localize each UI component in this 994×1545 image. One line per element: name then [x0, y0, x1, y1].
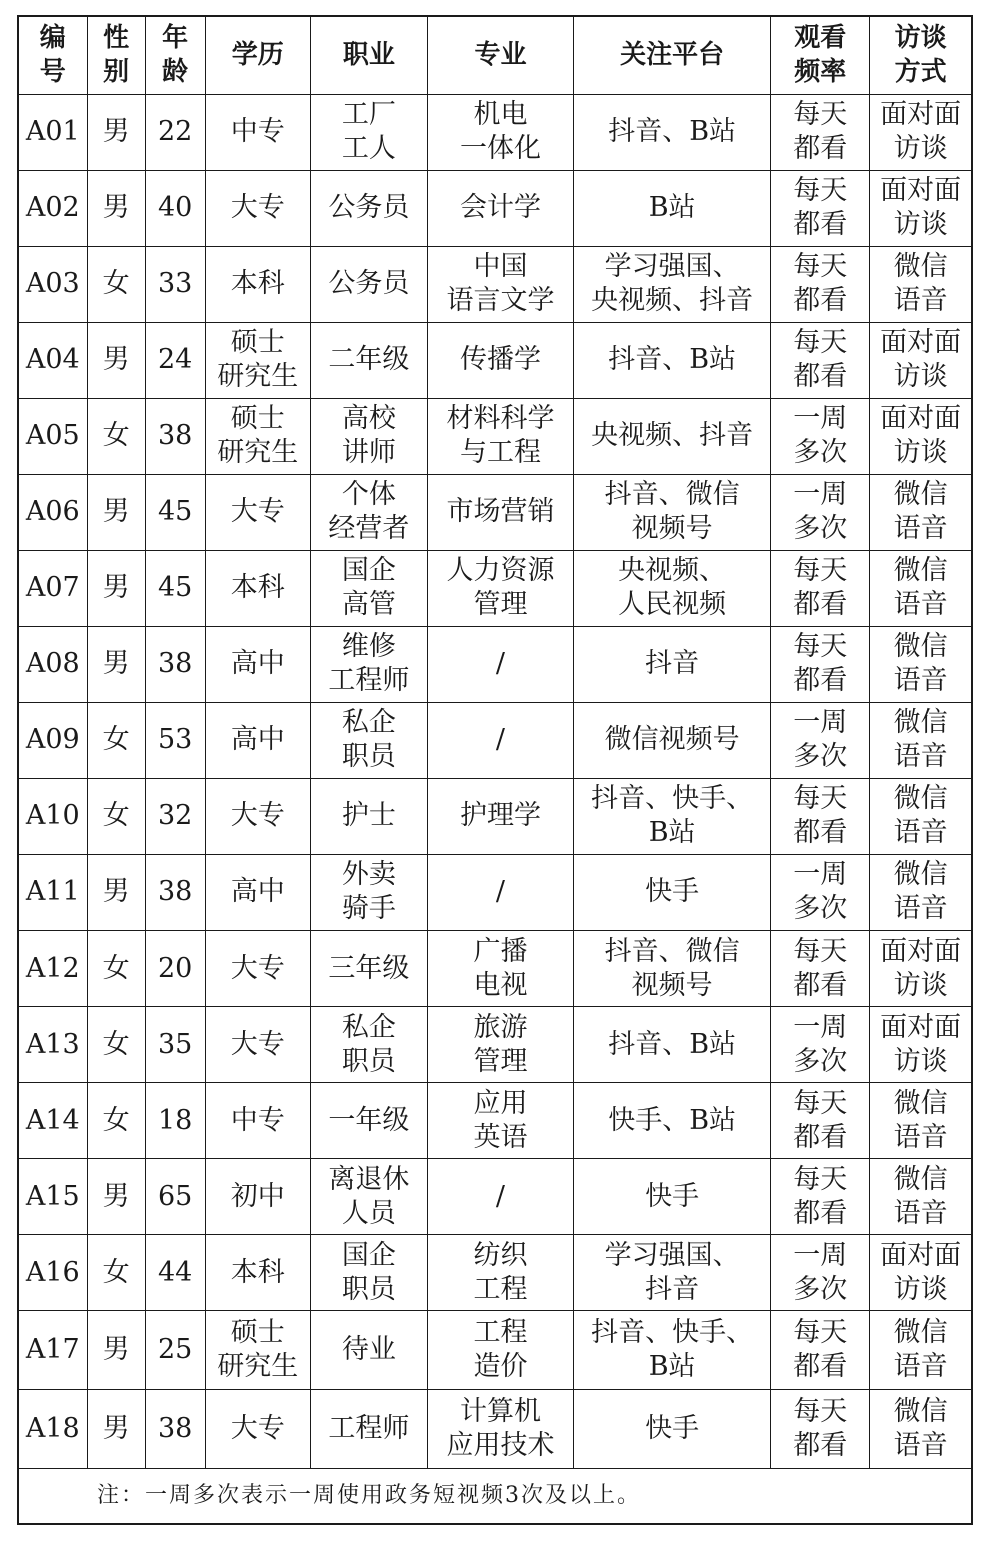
cell-platforms: 快手	[574, 1159, 771, 1235]
cell-gender: 男	[87, 1311, 145, 1390]
cell-occupation: 离退休 人员	[310, 1159, 427, 1235]
cell-major: 应用 英语	[427, 1083, 573, 1159]
cell-gender: 女	[87, 1007, 145, 1083]
cell-interview-method: 微信 语音	[870, 1159, 971, 1235]
cell-interview-method: 面对面 访谈	[870, 170, 971, 246]
cell-interview-method: 微信 语音	[870, 854, 971, 930]
cell-id: A07	[19, 550, 87, 626]
cell-education: 初中	[205, 1159, 310, 1235]
cell-major: 广播 电视	[427, 931, 573, 1007]
cell-id: A06	[19, 474, 87, 550]
cell-age: 38	[145, 854, 205, 930]
cell-frequency: 每天 都看	[771, 1390, 870, 1469]
header-age: 年 龄	[145, 17, 205, 94]
cell-id: A04	[19, 322, 87, 398]
table-row	[19, 1390, 971, 1469]
cell-interview-method: 微信 语音	[870, 778, 971, 854]
header-major: 专业	[427, 17, 573, 94]
cell-education: 高中	[205, 854, 310, 930]
cell-gender: 女	[87, 778, 145, 854]
cell-frequency: 一周 多次	[771, 702, 870, 778]
cell-major: 人力资源 管理	[427, 550, 573, 626]
cell-major: 纺织 工程	[427, 1235, 573, 1311]
cell-frequency: 每天 都看	[771, 931, 870, 1007]
cell-frequency: 每天 都看	[771, 94, 870, 170]
cell-id: A18	[19, 1390, 87, 1469]
cell-id: A02	[19, 170, 87, 246]
cell-major: /	[427, 1159, 573, 1235]
cell-frequency: 一周 多次	[771, 474, 870, 550]
cell-platforms: 抖音	[574, 626, 771, 702]
cell-occupation: 一年级	[310, 1083, 427, 1159]
table-row	[19, 702, 971, 778]
cell-id: A05	[19, 398, 87, 474]
cell-occupation: 二年级	[310, 322, 427, 398]
cell-occupation: 个体 经营者	[310, 474, 427, 550]
cell-interview-method: 微信 语音	[870, 1311, 971, 1390]
cell-id: A11	[19, 854, 87, 930]
cell-platforms: 快手、B站	[574, 1083, 771, 1159]
cell-platforms: 央视频、 人民视频	[574, 550, 771, 626]
cell-id: A09	[19, 702, 87, 778]
cell-education: 本科	[205, 550, 310, 626]
table-note: 注：一周多次表示一周使用政务短视频3次及以上。	[19, 1469, 971, 1523]
table-row	[19, 322, 971, 398]
cell-education: 大专	[205, 1390, 310, 1469]
cell-id: A08	[19, 626, 87, 702]
cell-education: 本科	[205, 246, 310, 322]
header-gender: 性 别	[87, 17, 145, 94]
cell-frequency: 一周 多次	[771, 854, 870, 930]
cell-gender: 女	[87, 1235, 145, 1311]
cell-age: 40	[145, 170, 205, 246]
cell-platforms: 学习强国、 央视频、抖音	[574, 246, 771, 322]
header-education: 学历	[205, 17, 310, 94]
cell-gender: 男	[87, 1159, 145, 1235]
cell-interview-method: 微信 语音	[870, 1390, 971, 1469]
cell-gender: 女	[87, 398, 145, 474]
cell-education: 中专	[205, 94, 310, 170]
header-frequency: 观看 频率	[771, 17, 870, 94]
cell-platforms: 抖音、快手、 B站	[574, 1311, 771, 1390]
cell-age: 32	[145, 778, 205, 854]
cell-education: 硕士 研究生	[205, 1311, 310, 1390]
cell-major: 中国 语言文学	[427, 246, 573, 322]
cell-platforms: 抖音、B站	[574, 1007, 771, 1083]
table-row	[19, 931, 971, 1007]
cell-gender: 女	[87, 931, 145, 1007]
cell-platforms: 抖音、微信 视频号	[574, 931, 771, 1007]
cell-frequency: 每天 都看	[771, 626, 870, 702]
cell-age: 25	[145, 1311, 205, 1390]
cell-frequency: 每天 都看	[771, 170, 870, 246]
cell-gender: 男	[87, 626, 145, 702]
cell-occupation: 工程师	[310, 1390, 427, 1469]
cell-occupation: 国企 高管	[310, 550, 427, 626]
cell-major: /	[427, 702, 573, 778]
cell-platforms: 央视频、抖音	[574, 398, 771, 474]
cell-frequency: 一周 多次	[771, 1007, 870, 1083]
cell-interview-method: 面对面 访谈	[870, 1007, 971, 1083]
cell-major: 工程 造价	[427, 1311, 573, 1390]
cell-age: 35	[145, 1007, 205, 1083]
cell-interview-method: 微信 语音	[870, 1083, 971, 1159]
cell-age: 38	[145, 1390, 205, 1469]
cell-age: 38	[145, 626, 205, 702]
cell-education: 高中	[205, 626, 310, 702]
cell-id: A16	[19, 1235, 87, 1311]
table-row	[19, 1311, 971, 1390]
cell-education: 中专	[205, 1083, 310, 1159]
cell-id: A13	[19, 1007, 87, 1083]
cell-occupation: 三年级	[310, 931, 427, 1007]
cell-interview-method: 面对面 访谈	[870, 1235, 971, 1311]
cell-platforms: 微信视频号	[574, 702, 771, 778]
cell-frequency: 每天 都看	[771, 322, 870, 398]
cell-major: /	[427, 626, 573, 702]
cell-frequency: 一周 多次	[771, 1235, 870, 1311]
cell-gender: 女	[87, 246, 145, 322]
cell-age: 53	[145, 702, 205, 778]
cell-age: 38	[145, 398, 205, 474]
cell-frequency: 一周 多次	[771, 398, 870, 474]
cell-gender: 男	[87, 550, 145, 626]
cell-platforms: 抖音、B站	[574, 94, 771, 170]
cell-platforms: 抖音、快手、 B站	[574, 778, 771, 854]
table-row	[19, 398, 971, 474]
cell-education: 大专	[205, 474, 310, 550]
cell-platforms: 抖音、微信 视频号	[574, 474, 771, 550]
cell-interview-method: 微信 语音	[870, 626, 971, 702]
cell-occupation: 公务员	[310, 246, 427, 322]
cell-interview-method: 面对面 访谈	[870, 94, 971, 170]
cell-occupation: 私企 职员	[310, 702, 427, 778]
cell-education: 大专	[205, 1007, 310, 1083]
table-row	[19, 94, 971, 170]
cell-gender: 男	[87, 322, 145, 398]
cell-id: A14	[19, 1083, 87, 1159]
cell-interview-method: 微信 语音	[870, 474, 971, 550]
cell-interview-method: 面对面 访谈	[870, 322, 971, 398]
cell-interview-method: 面对面 访谈	[870, 398, 971, 474]
cell-age: 33	[145, 246, 205, 322]
cell-platforms: 快手	[574, 1390, 771, 1469]
cell-frequency: 每天 都看	[771, 1083, 870, 1159]
interviewee-table-container	[17, 15, 973, 1525]
table-header-row	[19, 17, 971, 94]
table-row	[19, 1235, 971, 1311]
cell-interview-method: 面对面 访谈	[870, 931, 971, 1007]
cell-gender: 男	[87, 854, 145, 930]
cell-interview-method: 微信 语音	[870, 246, 971, 322]
cell-major: 机电 一体化	[427, 94, 573, 170]
cell-frequency: 每天 都看	[771, 1311, 870, 1390]
cell-education: 硕士 研究生	[205, 398, 310, 474]
cell-gender: 女	[87, 1083, 145, 1159]
cell-gender: 男	[87, 474, 145, 550]
table-row	[19, 550, 971, 626]
cell-occupation: 公务员	[310, 170, 427, 246]
cell-age: 44	[145, 1235, 205, 1311]
cell-id: A17	[19, 1311, 87, 1390]
cell-major: /	[427, 854, 573, 930]
cell-age: 45	[145, 550, 205, 626]
cell-gender: 男	[87, 94, 145, 170]
cell-id: A15	[19, 1159, 87, 1235]
interviewee-table	[19, 17, 971, 1523]
cell-interview-method: 微信 语音	[870, 702, 971, 778]
cell-platforms: B站	[574, 170, 771, 246]
cell-occupation: 待业	[310, 1311, 427, 1390]
table-row	[19, 1159, 971, 1235]
table-row	[19, 246, 971, 322]
table-body	[19, 94, 971, 1523]
cell-occupation: 工厂 工人	[310, 94, 427, 170]
cell-age: 65	[145, 1159, 205, 1235]
cell-major: 传播学	[427, 322, 573, 398]
cell-id: A01	[19, 94, 87, 170]
table-note-row	[19, 1469, 971, 1523]
cell-major: 护理学	[427, 778, 573, 854]
cell-frequency: 每天 都看	[771, 246, 870, 322]
cell-gender: 女	[87, 702, 145, 778]
cell-platforms: 快手	[574, 854, 771, 930]
cell-education: 大专	[205, 931, 310, 1007]
cell-gender: 男	[87, 170, 145, 246]
header-platforms: 关注平台	[574, 17, 771, 94]
table-row	[19, 1007, 971, 1083]
cell-platforms: 抖音、B站	[574, 322, 771, 398]
cell-education: 高中	[205, 702, 310, 778]
cell-age: 24	[145, 322, 205, 398]
cell-major: 会计学	[427, 170, 573, 246]
cell-education: 本科	[205, 1235, 310, 1311]
table-row	[19, 474, 971, 550]
cell-major: 市场营销	[427, 474, 573, 550]
cell-occupation: 高校 讲师	[310, 398, 427, 474]
cell-education: 大专	[205, 170, 310, 246]
cell-major: 计算机 应用技术	[427, 1390, 573, 1469]
cell-age: 18	[145, 1083, 205, 1159]
cell-platforms: 学习强国、 抖音	[574, 1235, 771, 1311]
cell-age: 20	[145, 931, 205, 1007]
cell-major: 旅游 管理	[427, 1007, 573, 1083]
table-row	[19, 170, 971, 246]
cell-frequency: 每天 都看	[771, 778, 870, 854]
cell-frequency: 每天 都看	[771, 550, 870, 626]
cell-frequency: 每天 都看	[771, 1159, 870, 1235]
cell-age: 45	[145, 474, 205, 550]
cell-id: A03	[19, 246, 87, 322]
header-id: 编 号	[19, 17, 87, 94]
table-row	[19, 626, 971, 702]
cell-gender: 男	[87, 1390, 145, 1469]
cell-age: 22	[145, 94, 205, 170]
cell-major: 材料科学 与工程	[427, 398, 573, 474]
table-row	[19, 854, 971, 930]
cell-occupation: 国企 职员	[310, 1235, 427, 1311]
header-occupation: 职业	[310, 17, 427, 94]
header-interview-method: 访谈 方式	[870, 17, 971, 94]
cell-interview-method: 微信 语音	[870, 550, 971, 626]
table-row	[19, 778, 971, 854]
cell-occupation: 护士	[310, 778, 427, 854]
cell-education: 硕士 研究生	[205, 322, 310, 398]
cell-occupation: 私企 职员	[310, 1007, 427, 1083]
table-row	[19, 1083, 971, 1159]
cell-id: A12	[19, 931, 87, 1007]
cell-id: A10	[19, 778, 87, 854]
cell-education: 大专	[205, 778, 310, 854]
cell-occupation: 外卖 骑手	[310, 854, 427, 930]
cell-occupation: 维修 工程师	[310, 626, 427, 702]
